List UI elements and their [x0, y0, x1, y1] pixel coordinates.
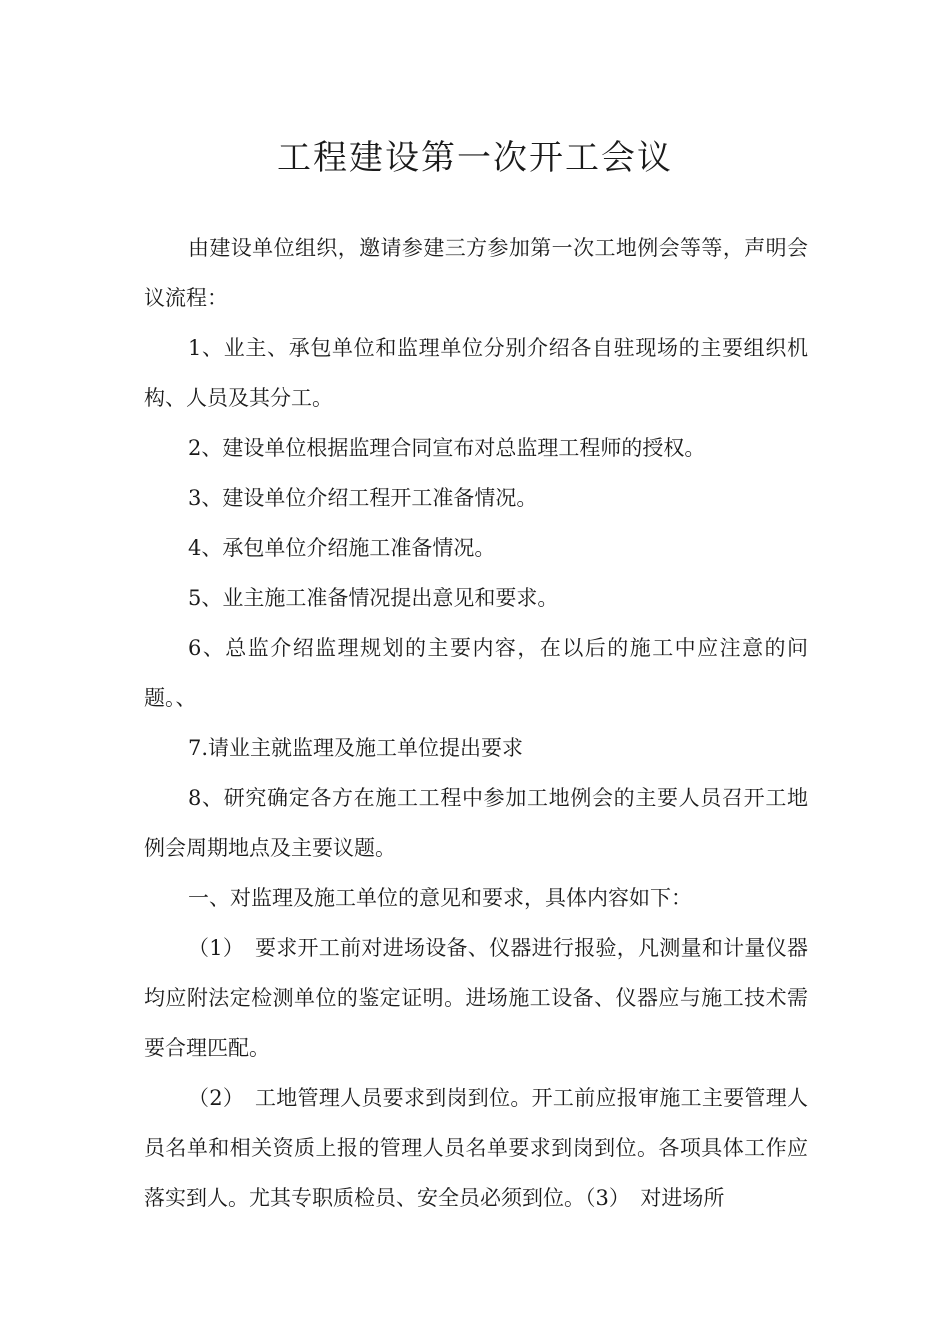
paragraph-item-8: 8、研究确定各方在施工工程中参加工地例会的主要人员召开工地例会周期地点及主要议题。: [144, 786, 808, 860]
paragraph-item-5: 5、业主施工准备情况提出意见和要求。: [188, 586, 559, 610]
paragraph-requirement-1: （1） 要求开工前对进场设备、仪器进行报验，凡测量和计量仪器均应附法定检测单位的鉴定证明。进场施工设备、仪器应与施工技术需要合理匹配。: [144, 936, 808, 1060]
section-heading-requirements: 一、对监理及施工单位的意见和要求，具体内容如下：: [188, 886, 692, 910]
paragraph-item-7: 7.请业主就监理及施工单位提出要求: [188, 736, 524, 760]
paragraph-item-6: 6、总监介绍监理规划的主要内容，在以后的施工中应注意的问题。、: [144, 636, 808, 710]
paragraph-item-3: 3、建设单位介绍工程开工准备情况。: [188, 486, 538, 510]
document-title: 工程建设第一次开工会议: [277, 138, 673, 178]
document-body: [144, 223, 808, 1223]
paragraph-item-4: 4、承包单位介绍施工准备情况。: [188, 536, 496, 560]
paragraph-intro: 由建设单位组织，邀请参建三方参加第一次工地例会等等，声明会议流程：: [144, 236, 808, 310]
paragraph-requirement-2: （2） 工地管理人员要求到岗到位。开工前应报审施工主要管理人员名单和相关资质上报的管理人员名单要求到岗到位。各项具体工作应落实到人。尤其专职质检员、安全员必须到位。（3） 对进场所: [144, 1086, 808, 1210]
paragraph-item-2: 2、建设单位根据监理合同宣布对总监理工程师的授权。: [188, 436, 706, 460]
paragraph-item-1: 1、业主、承包单位和监理单位分别介绍各自驻现场的主要组织机构、人员及其分工。: [144, 336, 808, 410]
